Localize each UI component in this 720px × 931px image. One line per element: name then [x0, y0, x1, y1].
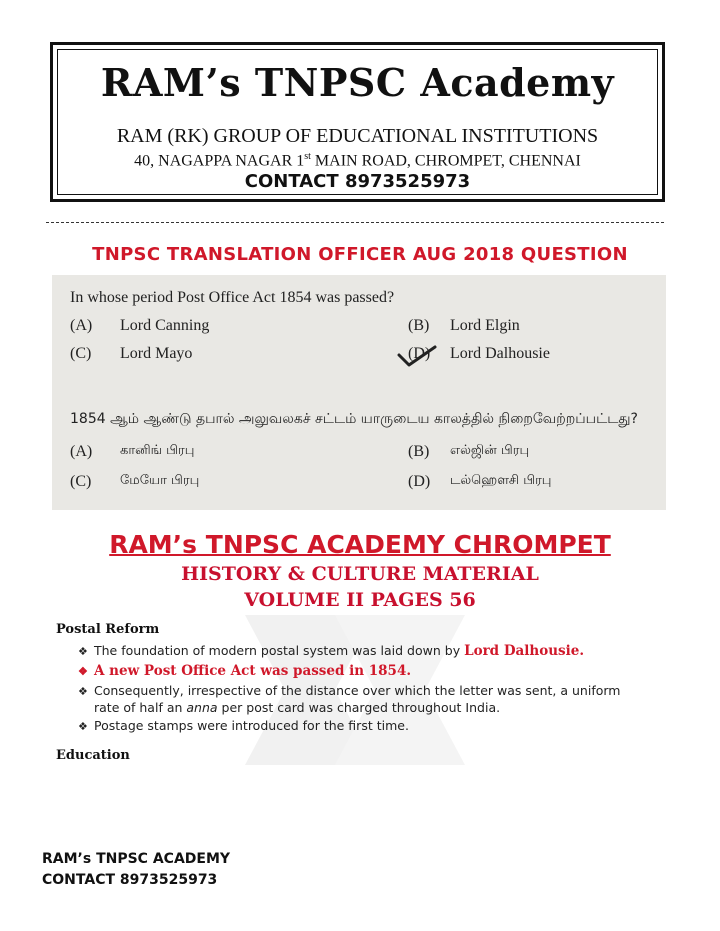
bullet-postage-stamps-text: Postage stamps were introduced for the first time. [94, 718, 409, 733]
section-heading-education: Education [56, 748, 130, 763]
question-tamil: 1854 ஆம் ஆண்டு தபால் அலுவலகச் சட்டம் யாருடைய காலத்தில் நிறைவேற்றப்பட்டது? [70, 411, 638, 427]
dashed-divider [46, 222, 664, 223]
bullet-uniform-rate-line1: Consequently, irrespective of the distance over which the letter was sent, a uniform [94, 683, 621, 698]
option-a-tamil-text: கானிங் பிரபு [120, 443, 195, 458]
section-heading-postal-reform: Postal Reform [56, 622, 160, 637]
question-english: In whose period Post Office Act 1854 was passed? [70, 289, 395, 306]
bullet-foundation [78, 643, 584, 659]
option-b-tamil-letter: (B) [408, 443, 430, 460]
material-volume: VOLUME II PAGES 56 [244, 589, 476, 611]
option-a-text: Lord Canning [120, 317, 210, 334]
checkmark-icon [397, 343, 437, 369]
header-inner-border [57, 49, 658, 195]
material-subject: HISTORY & CULTURE MATERIAL [181, 563, 539, 585]
option-b-letter: (B) [408, 317, 430, 334]
academy-address [58, 151, 657, 170]
option-b-tamil-text: எல்ஜின் பிரபு [450, 443, 530, 458]
academy-header-box [50, 42, 665, 202]
bullet-diamond-icon: ❖ [78, 720, 88, 733]
bullet-post-office-act [78, 663, 411, 679]
academy-title: RAM’s TNPSC Academy [100, 60, 615, 105]
option-d-text: Lord Dalhousie [450, 345, 550, 362]
exam-title: TNPSC TRANSLATION OFFICER AUG 2018 QUESTION [92, 244, 628, 265]
option-c-text: Lord Mayo [120, 345, 193, 362]
option-c-tamil-letter: (C) [70, 473, 92, 490]
bullet-diamond-icon: ❖ [78, 665, 88, 678]
option-b-text: Lord Elgin [450, 317, 520, 334]
institution-subtitle: RAM (RK) GROUP OF EDUCATIONAL INSTITUTIONS [116, 125, 599, 147]
option-c-letter: (C) [70, 345, 92, 362]
header-contact: CONTACT 8973525973 [244, 171, 471, 192]
academy-chrompet-title: RAM’s TNPSC ACADEMY CHROMPET [109, 530, 611, 559]
footer-academy-name: RAM’s TNPSC ACADEMY [42, 851, 231, 867]
bullet-uniform-rate-line2 [94, 700, 500, 715]
rate-text-b: per post card was charged throughout India. [217, 700, 501, 715]
option-d-tamil-text: டல்ஹௌசி பிரபு [450, 473, 552, 488]
bullet-foundation-text: The foundation of modern postal system was laid down by [94, 643, 465, 658]
option-a-letter: (A) [70, 317, 93, 334]
address-superscript: st [304, 151, 311, 162]
address-prefix: 40, NAGAPPA NAGAR 1 [134, 152, 305, 170]
bullet-diamond-icon: ❖ [78, 685, 88, 698]
footer-contact: CONTACT 8973525973 [42, 872, 218, 888]
question-panel [52, 275, 666, 510]
option-d-letter: (D) [408, 345, 431, 362]
bullet-diamond-icon: ❖ [78, 645, 88, 658]
option-a-tamil-letter: (A) [70, 443, 93, 460]
anna-text: anna [186, 700, 218, 715]
bullet-postage-stamps [78, 718, 409, 733]
option-d-tamil-letter: (D) [408, 473, 431, 490]
bullet-uniform-rate [78, 683, 620, 698]
option-c-tamil-text: மேயோ பிரபு [120, 473, 200, 488]
address-suffix: MAIN ROAD, CHROMPET, CHENNAI [310, 152, 581, 170]
bullet-post-office-act-text: A new Post Office Act was passed in 1854. [94, 663, 412, 679]
rate-text-a: rate of half an [94, 700, 187, 715]
lord-dalhousie-highlight: Lord Dalhousie. [464, 643, 585, 659]
